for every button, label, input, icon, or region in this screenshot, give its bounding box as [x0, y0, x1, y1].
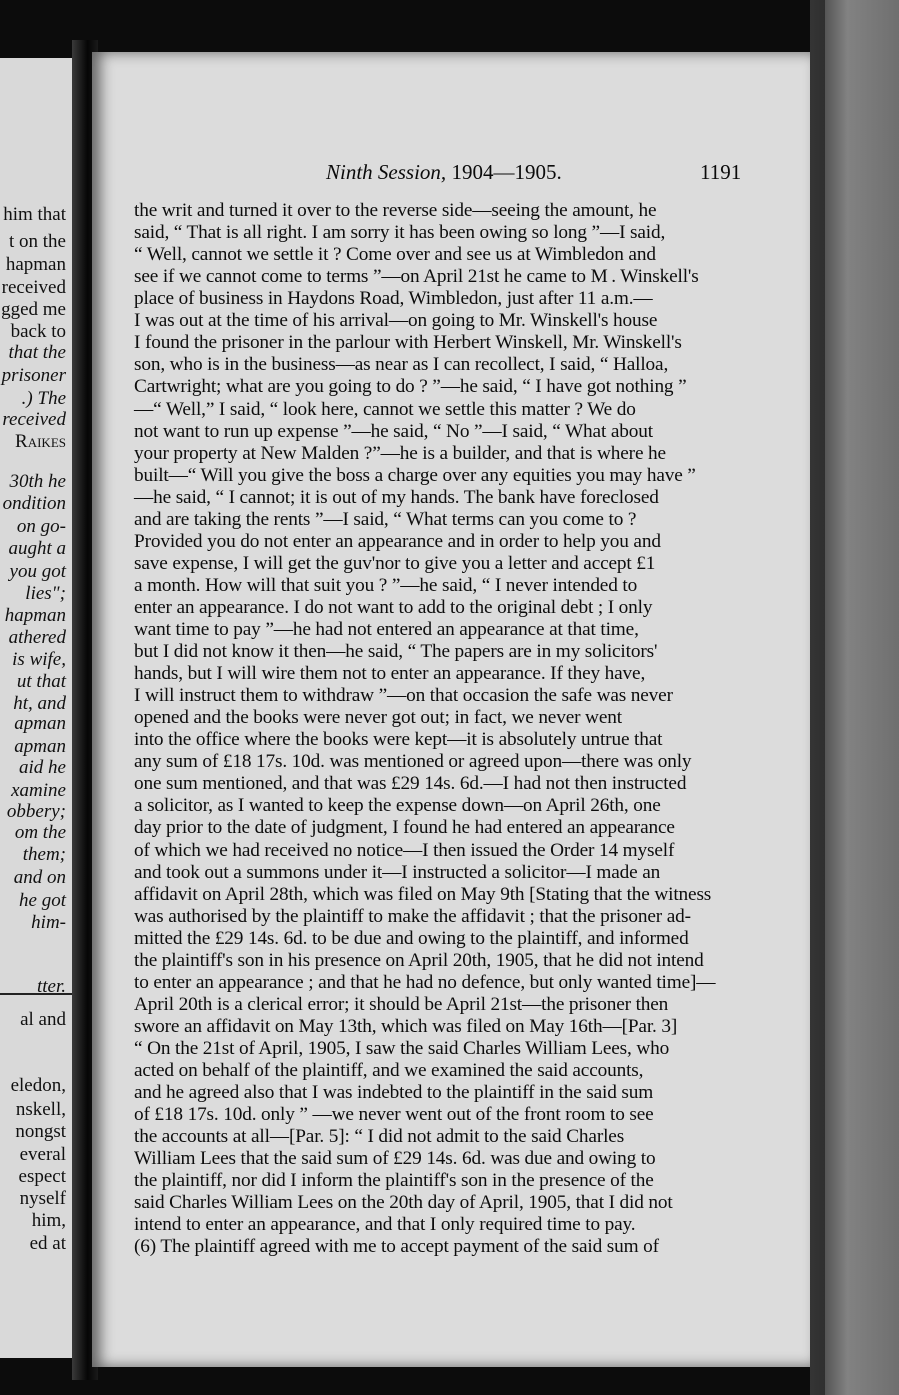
body-text-line: want time to pay ”—he had not entered an appearance at that time,: [134, 619, 639, 640]
left-page-line: apman: [14, 736, 66, 757]
left-page-line: on go-: [16, 516, 66, 537]
left-page-line: 30th he: [9, 471, 66, 492]
left-page-line: them;: [22, 844, 66, 865]
left-page-line: prisoner: [1, 365, 66, 386]
left-page-line: received: [1, 277, 66, 298]
left-page-line: Raikes: [15, 431, 66, 452]
body-text-line: I found the prisoner in the parlour with Herbert Winskell, Mr. Winskell's: [134, 332, 682, 354]
left-page-line: hapman: [4, 605, 66, 626]
body-text-line: swore an affidavit on May 13th, which was filed on May 16th—[Par. 3]: [134, 1015, 678, 1037]
body-text-line: “ Well, cannot we settle it ? Come over and see us at Wimbledon and: [134, 244, 656, 266]
left-page-line: t on the: [9, 231, 66, 252]
running-header: [326, 160, 562, 185]
body-text-line: I will instruct them to withdraw ”—on that occasion the safe was never: [134, 685, 673, 707]
body-text-line: place of business in Haydons Road, Wimbledon, just after 11 a.m.—: [134, 288, 653, 310]
left-page-line: athered: [8, 627, 66, 648]
left-page-line: eledon,: [10, 1075, 66, 1096]
left-page-line: you got: [9, 561, 66, 582]
body-text-line: a month. How will that suit you ? ”—he said, “ I never intended to: [134, 574, 638, 596]
body-text-line: but I did not know it then—he said, “ The papers are in my solicitors': [134, 641, 658, 662]
body-text-line: enter an appearance. I do not want to add to the original debt ; I only: [134, 596, 653, 618]
body-text-line: said, “ That is all right. I am sorry it has been owing so long ”—I said,: [134, 222, 666, 244]
left-page-line: espect: [18, 1166, 66, 1187]
body-text-line: was authorised by the plaintiff to make the affidavit ; that the prisoner ad-: [134, 905, 691, 927]
left-page-line: .) The: [21, 388, 66, 409]
left-page-line: everal: [19, 1144, 66, 1165]
left-page-line: back to: [10, 321, 66, 342]
body-text-line: the writ and turned it over to the reverse side—seeing the amount, he: [134, 200, 657, 221]
left-page-line: xamine: [11, 780, 66, 801]
left-page-line: hapman: [5, 254, 66, 275]
left-page-line: aid he: [19, 757, 66, 778]
running-header-title: Ninth Session,: [326, 160, 447, 184]
body-text-line: save expense, I will get the guv'nor to give you a letter and accept £1: [134, 552, 656, 574]
body-text-line: one sum mentioned, and that was £29 14s. 6d.—I had not then instructed: [134, 773, 687, 795]
left-page-line: ed at: [29, 1233, 66, 1254]
body-text-line: see if we cannot come to terms ”—on April 21st he came to M . Winskell's: [134, 266, 699, 288]
body-text-line: —“ Well,” I said, “ look here, cannot we settle this matter ? We do: [134, 398, 636, 420]
body-text-line: son, who is in the business—as near as I can recollect, I said, “ Halloa,: [134, 354, 669, 376]
body-text-line: to enter an appearance ; and that he had no defence, but only wanted time]—: [134, 971, 716, 993]
body-text-line: into the office where the books were kept—it is absolutely untrue that: [134, 729, 663, 751]
body-text-line: and are taking the rents ”—I said, “ What terms can you come to ?: [134, 508, 637, 530]
left-page-line: nongst: [15, 1121, 66, 1142]
body-text-line: affidavit on April 28th, which was filed on May 9th [Stating that the witness: [134, 883, 712, 905]
body-text-line: your property at New Malden ?”—he is a builder, and that is where he: [134, 442, 666, 464]
body-text-line: intend to enter an appearance, and that I only required time to pay.: [134, 1214, 636, 1236]
left-page-line: nyself: [19, 1188, 66, 1209]
body-text-line: of which we had received no notice—I then issued the Order 14 myself: [134, 839, 675, 861]
body-text-line: day prior to the date of judgment, I found he had entered an appearance: [134, 817, 675, 839]
left-page-text: [0, 0, 72, 1395]
body-text-line: and he agreed also that I was indebted to the plaintiff in the said sum: [134, 1082, 654, 1103]
body-text-line: the plaintiff's son in his presence on April 20th, 1905, that he did not intend: [134, 949, 704, 971]
body-text-line: the accounts at all—[Par. 5]: “ I did not admit to the said Charles: [134, 1126, 625, 1148]
body-text-line: Cartwright; what are you going to do ? ”—he said, “ I have got nothing ”: [134, 376, 687, 398]
left-page-line: received: [2, 409, 66, 430]
left-page-line: nskell,: [15, 1099, 66, 1120]
left-page-line: that the: [8, 342, 66, 363]
body-text-line: and took out a summons under it—I instructed a solicitor—I made an: [134, 861, 661, 883]
body-text-line: hands, but I will wire them not to enter an appearance. If they have,: [134, 663, 646, 684]
left-page-line: om the: [14, 822, 66, 843]
left-page-line: tter.: [36, 976, 66, 997]
left-page-line: he got: [19, 890, 66, 911]
page-number: 1191: [700, 160, 742, 184]
left-page-line: ut that: [16, 671, 66, 692]
left-page-line: aught a: [8, 538, 66, 559]
body-text-line: Provided you do not enter an appearance and in order to help you and: [134, 530, 661, 552]
left-page-line: him that: [3, 204, 66, 225]
body-text-line: William Lees that the said sum of £29 14s. 6d. was due and owing to: [134, 1148, 656, 1170]
body-text-line: any sum of £18 17s. 10d. was mentioned or agreed upon—there was only: [134, 751, 692, 773]
body-text-line: —he said, “ I cannot; it is out of my hands. The bank have foreclosed: [134, 486, 659, 508]
left-page-line: and on: [13, 867, 66, 888]
body-text-line: the plaintiff, nor did I inform the plaintiff's son in the presence of the: [134, 1170, 654, 1192]
body-text-line: built—“ Will you give the boss a charge over any equities you may have ”: [134, 464, 696, 486]
background-light-strip: [825, 0, 899, 1395]
left-page-line: ondition: [2, 493, 66, 514]
body-text-line: acted on behalf of the plaintiff, and we examined the said accounts,: [134, 1060, 644, 1081]
body-text-line: said Charles William Lees on the 20th day of April, 1905, that I did not: [134, 1192, 673, 1214]
left-page-line: obbery;: [6, 801, 66, 822]
body-text-line: not want to run up expense ”—he said, “ No ”—I said, “ What about: [134, 420, 653, 442]
body-text-line: (6) The plaintiff agreed with me to accept payment of the said sum of: [134, 1236, 659, 1258]
body-text-line: a solicitor, as I wanted to keep the expense down—on April 26th, one: [134, 795, 661, 817]
running-header-years: 1904—1905.: [446, 160, 562, 184]
left-page-line: lies";: [25, 583, 66, 604]
left-page-line: him,: [31, 1210, 66, 1231]
left-page-line: him-: [31, 912, 66, 933]
left-page-line: gged me: [1, 299, 66, 320]
body-text-line: opened and the books were never got out; in fact, we never went: [134, 707, 622, 729]
left-page-line: apman: [14, 713, 66, 734]
body-text-line: “ On the 21st of April, 1905, I saw the said Charles William Lees, who: [134, 1037, 670, 1059]
left-page-line: ht, and: [13, 693, 66, 714]
left-page-line: al and: [20, 1009, 66, 1030]
left-page-line: is wife,: [12, 649, 66, 670]
body-text-line: April 20th is a clerical error; it should be April 21st—the prisoner then: [134, 993, 669, 1015]
body-text-line: mitted the £29 14s. 6d. to be due and owing to the plaintiff, and informed: [134, 927, 689, 949]
body-text-line: I was out at the time of his arrival—on going to Mr. Winskell's house: [134, 310, 658, 332]
body-text-line: of £18 17s. 10d. only ” —we never went out of the front room to see: [134, 1104, 654, 1126]
